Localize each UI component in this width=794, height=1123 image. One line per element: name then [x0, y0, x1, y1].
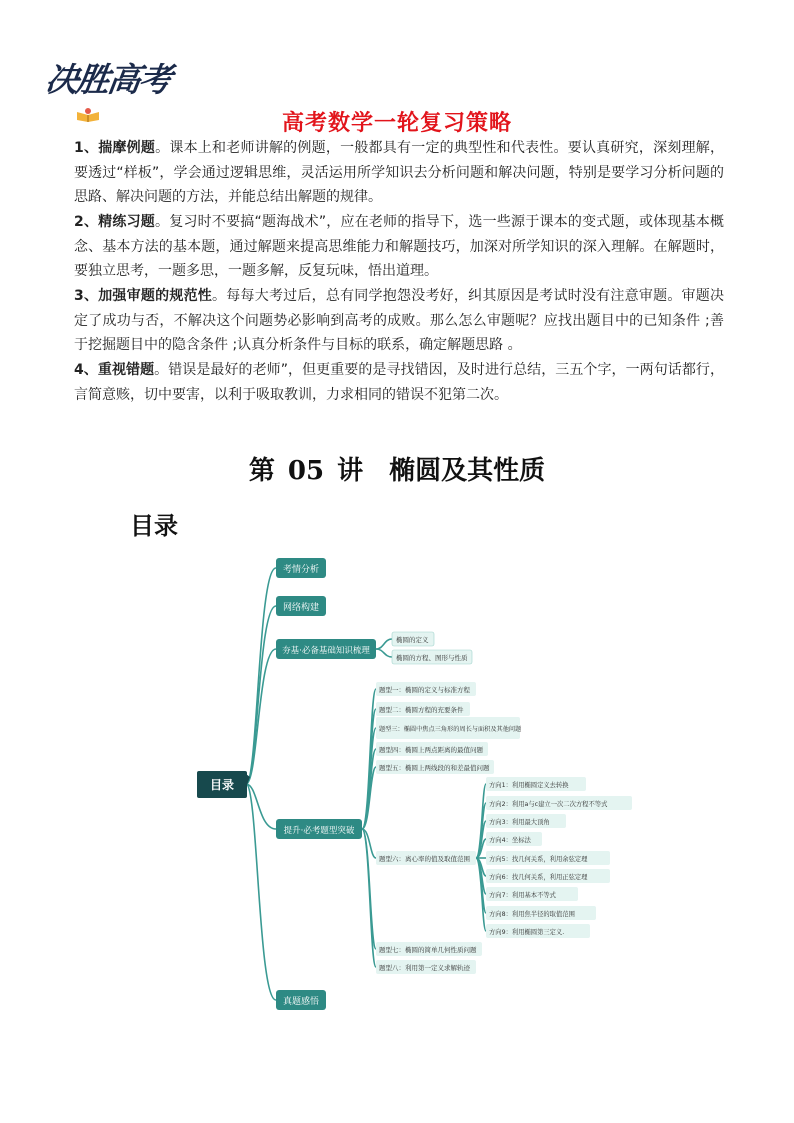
mindmap-node-label: 网络构建 [282, 603, 320, 613]
svg-text:方向8：利用焦半径的取值范围: 方向8：利用焦半径的取值范围 [489, 911, 575, 918]
svg-text:题型二：椭圆方程的充要条件: 题型二：椭圆方程的充要条件 [379, 706, 464, 714]
svg-text:题型五：椭圆上两线段的和差最值问题: 题型五：椭圆上两线段的和差最值问题 [379, 764, 490, 772]
svg-text:椭圆的方程、图形与性质: 椭圆的方程、图形与性质 [396, 654, 468, 662]
mindmap-node-wangluo [276, 596, 326, 616]
svg-text:方向6：找几何关系，利用正弦定理: 方向6：找几何关系，利用正弦定理 [489, 874, 588, 881]
svg-text:方向5：找几何关系，利用余弦定理: 方向5：找几何关系，利用余弦定理 [489, 856, 588, 863]
mindmap-leaf-type-5 [376, 760, 494, 774]
mindmap-node-zhenti [276, 990, 326, 1010]
strategy-paragraph-3: 3、加强审题的规范性。每每大考过后，总有同学抱怨没考好，纠其原因是考试时没有注意审题。审题决定了成功与否，不解决这个问题势必影响到高考的成败。那么怎么审题呢？应找出题目中的已知条件 ;善于挖掘题目中的隐含条件 ;认真分析条件与目标的联系，确定解题思路 。 [74, 288, 725, 354]
strategy-heading-4: 4、重视错题 [74, 362, 155, 378]
lecture-title: 第 05 讲 椭圆及其性质 [248, 456, 546, 486]
strategy-paragraph-4: 4、重视错题。错误是最好的老师”，但更重要的是寻找错因，及时进行总结，三五个字，一两句话都行，言简意赅，切中要害，以利于吸取教训，力求相同的错误不犯第二次。 [74, 362, 724, 403]
mindmap-root-label: 目录 [209, 778, 235, 792]
mindmap-leaf-type-7 [376, 942, 482, 956]
mindmap-leaf-type-2 [376, 702, 470, 716]
mindmap [0, 540, 794, 1020]
mindmap-leaf-basic-1 [392, 632, 434, 646]
svg-text:题型八：利用第一定义求解轨迹: 题型八：利用第一定义求解轨迹 [379, 964, 470, 972]
mindmap-leaf-direction-4 [486, 832, 542, 846]
svg-text:方向9：利用椭圆第三定义.: 方向9：利用椭圆第三定义. [489, 929, 565, 936]
mindmap-leaf-direction-9 [486, 924, 590, 938]
mindmap-root [197, 771, 250, 798]
mindmap-leaf-basic-2 [392, 650, 472, 664]
mindmap-node-hangji [276, 639, 376, 659]
svg-text:方向2：利用a与c建立一次二次方程不等式: 方向2：利用a与c建立一次二次方程不等式 [489, 801, 608, 808]
mindmap-node-kaoqing [276, 558, 326, 578]
mindmap-node-label: 真题感悟 [282, 997, 320, 1007]
mindmap-leaf-type-1 [376, 682, 476, 696]
mindmap-node-label: 夯基·必备基础知识梳理 [282, 646, 370, 656]
svg-text:方向3：利用最大顶角: 方向3：利用最大顶角 [489, 819, 550, 826]
svg-text:题型六：离心率的值及取值范围: 题型六：离心率的值及取值范围 [379, 855, 470, 863]
mindmap-leaf-type-3 [376, 717, 522, 739]
svg-text:方向1：利用椭圆定义去转换: 方向1：利用椭圆定义去转换 [489, 782, 569, 789]
mindmap-leaf-type-8 [376, 960, 476, 974]
mindmap-leaf-direction-2 [486, 796, 632, 810]
mindmap-leaf-direction-7 [486, 887, 578, 901]
svg-text:方向7：利用基本不等式: 方向7：利用基本不等式 [489, 892, 556, 899]
mindmap-leaf-direction-1 [486, 777, 586, 791]
mindmap-leaf-type-6 [376, 851, 476, 865]
mindmap-node-label: 考情分析 [282, 565, 320, 575]
svg-text:方向4：坐标法: 方向4：坐标法 [489, 837, 531, 844]
mindmap-node-tisheng [276, 819, 362, 839]
mindmap-leaf-direction-6 [486, 869, 610, 883]
svg-text:题型一：椭圆的定义与标准方程: 题型一：椭圆的定义与标准方程 [379, 686, 470, 694]
mindmap-leaf-direction-8 [486, 906, 596, 920]
strategy-heading-1: 1、揣摩例题 [74, 140, 156, 156]
svg-text:题型三：椭圆中焦点三角形的周长与面积及其他问题: 题型三：椭圆中焦点三角形的周长与面积及其他问题 [379, 726, 522, 733]
strategy-title: 高考数学一轮复习策略 [281, 111, 512, 136]
strategy-paragraph-1: 1、揣摩例题。课本上和老师讲解的例题，一般都具有一定的典型性和代表性。要认真研究，深刻理解，要透过“样板”，学会通过逻辑思维，灵活运用所学知识去分析问题和解决问题，特别是要学习分析问题的思路、解决问题的方法，并能总结出解题的规律。 [74, 140, 725, 206]
logo-text: 决胜高考 [42, 60, 173, 99]
mindmap-leaf-direction-3 [486, 814, 566, 828]
strategy-paragraph-2: 2、精练习题。复习时不要搞“题海战术”，应在老师的指导下，选一些源于课本的变式题，或体现基本概念、基本方法的基本题，通过解题来提高思维能力和解题技巧，加深对所学知识的深入理解。在解题时，要独立思考，一题多思，一题多解，反复玩味，悟出道理。 [74, 214, 724, 280]
mindmap-node-label: 提升·必考题型突破 [283, 826, 355, 836]
svg-text:椭圆的定义: 椭圆的定义 [396, 636, 429, 644]
strategy-heading-3: 3、加强审题的规范性 [74, 288, 213, 304]
strategy-heading-2: 2、精练习题 [74, 214, 156, 230]
mindmap-leaf-direction-5 [486, 851, 610, 865]
toc-heading: 目录 [130, 512, 178, 540]
svg-text:题型四：椭圆上两点距离的最值问题: 题型四：椭圆上两点距离的最值问题 [379, 746, 483, 754]
mindmap-leaf-type-4 [376, 742, 488, 756]
svg-text:题型七：椭圆的简单几何性质问题: 题型七：椭圆的简单几何性质问题 [379, 946, 477, 954]
